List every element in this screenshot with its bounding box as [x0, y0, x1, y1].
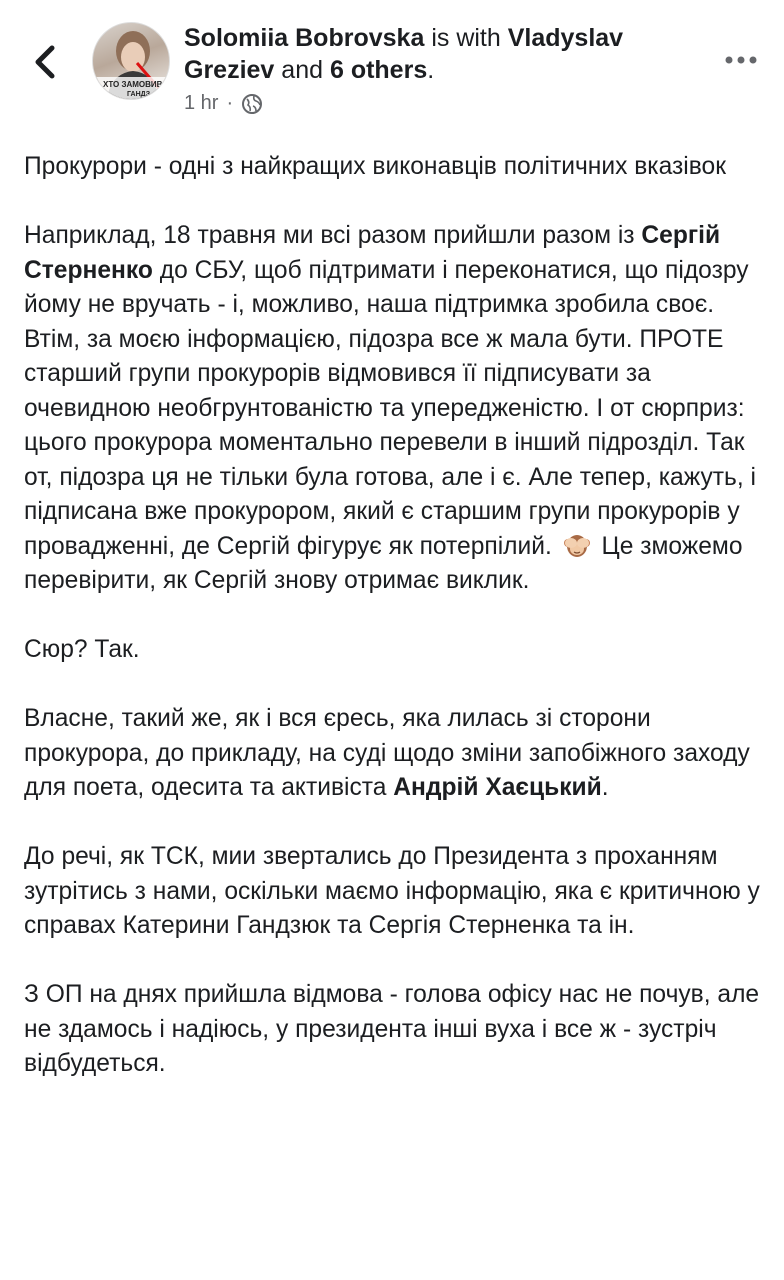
chevron-left-icon[interactable]: [28, 42, 64, 82]
timestamp[interactable]: 1 hr: [184, 92, 219, 114]
paragraph-4-text-b: .: [601, 774, 609, 801]
post-header: [0, 0, 784, 140]
more-dots-icon[interactable]: [724, 50, 758, 70]
paragraph-1: Прокурори - одні з найкращих виконавців політичних вказівок: [24, 153, 726, 180]
paragraph-3: Сюр? Так.: [24, 636, 140, 663]
post-body: [24, 150, 772, 1116]
post-meta: [184, 92, 263, 115]
globe-icon: [241, 93, 263, 115]
and-text: and: [281, 56, 324, 84]
avatar[interactable]: [92, 22, 170, 100]
paragraph-2-text-a: Наприклад, 18 травня ми всі разом прийшли разом із: [24, 222, 642, 249]
paragraph-2-text-b: до СБУ, щоб підтримати і переконатися, що підозру йому не вручать - і, можливо, наша підтримка зробила своє. Втім, за моєю інформацією, підозра все ж мала бути. ПРОТЕ старший групи прокурорів відмовився її підписувати за очевидною необгрунтованістю та упередженістю. І от сюрприз: цього прокурора моментально перевели в інший підрозділ. Так от, підозра ця не тільки була готова, але і є. Але тепер, кажуть, і підписана вже прокурором, який є старшим групи прокурорів у провадженні, де Сергій фігурує як потерпілий.: [24, 256, 756, 560]
avatar-caption-2: ГАНДЗ: [127, 91, 151, 98]
author-name[interactable]: Solomiia Bobrovska: [184, 24, 425, 52]
author-line: [184, 22, 654, 86]
avatar-caption-1: ХТО ЗАМОВИВ: [103, 80, 163, 89]
others-link[interactable]: 6 others: [329, 56, 428, 84]
paragraph-4: [24, 702, 772, 806]
paragraph-4-text-a: Власне, такий же, як і вся єресь, яка лилась зі сторони прокурора, до прикладу, на суді щодо зміни запобіжного заходу для поета, одесита та активіста: [24, 705, 750, 801]
separator: ·: [226, 92, 234, 114]
period: .: [427, 56, 435, 84]
mention-andrii-khaietskyi[interactable]: Андрій Хаєцький: [393, 774, 602, 801]
paragraph-6: З ОП на днях прийшла відмова - голова офісу нас не почув, але не здамось і надіюсь, у президента інші вуха і все ж - зустріч відбудеться.: [24, 981, 760, 1077]
mention-serhii-sternenko[interactable]: Сергій Стерненко: [24, 222, 721, 284]
paragraph-2-text-c: Це зможемо перевірити, як Сергій знову отримає виклик.: [24, 532, 743, 594]
paragraph-5: До речі, як ТСК, мии звертались до Президента з проханням зутрітись з нами, оскільки маємо інформацію, яка є критичною у справах Катерини Гандзюк та Сергія Стерненка та ін.: [24, 843, 760, 939]
paragraph-2: [24, 219, 772, 599]
tagged-person[interactable]: Vladyslav Greziev: [184, 24, 624, 84]
with-text: is with: [431, 24, 501, 52]
avatar-photo: [93, 23, 169, 99]
see-no-evil-monkey-icon: [563, 531, 591, 559]
